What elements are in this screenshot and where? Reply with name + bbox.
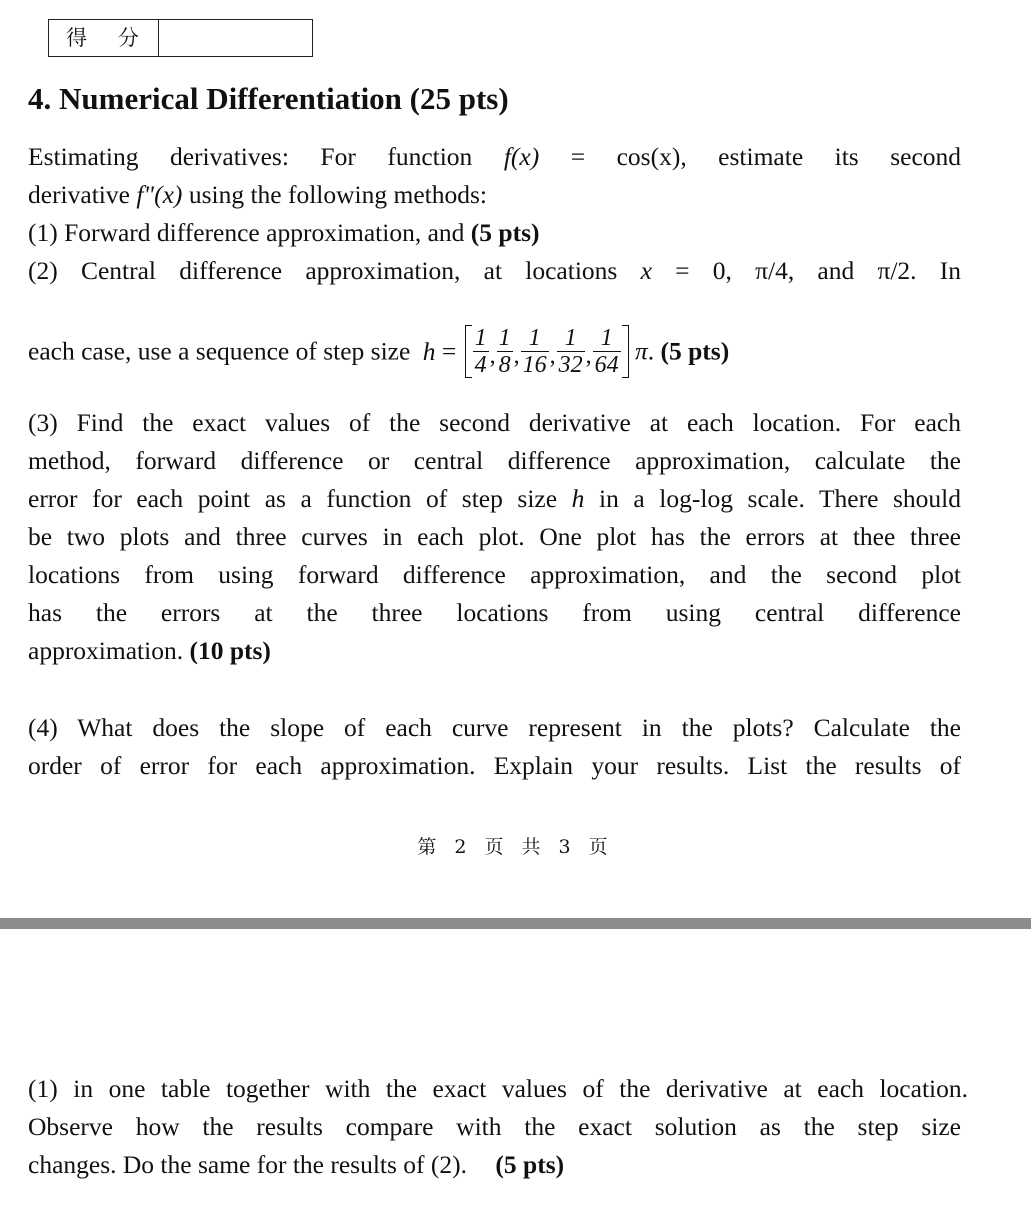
step-size-vector: $\frac{1}{4}$ , $\frac{1}{8}$ , $\frac{1}{16}$ , $\frac{1}{32}$ , $\frac{1}{64}$ — [465, 325, 629, 378]
fraction: $\frac{1}{32}$ — [558, 325, 583, 378]
continuation-points: (5 pts) — [495, 1150, 565, 1179]
second-derivative-symbol: f"(x) — [136, 180, 183, 209]
fraction: $\frac{1}{8}$ — [498, 325, 511, 378]
part-3-line-3: error for each point as a function of step size h in a log-log scale. There should — [28, 484, 962, 513]
continuation-line-2: Observe how the results compare with the exact solution as the step size — [28, 1112, 961, 1141]
fraction: $\frac{1}{64}$ — [594, 325, 619, 378]
continuation-line-1: (1) in one table together with the exact values of the derivative at each location. — [28, 1074, 968, 1103]
part-2-points: (5 pts) — [660, 336, 730, 366]
part-3-line-4: be two plots and three curves in each plot. One plot has the errors at thee three — [28, 522, 961, 551]
page-footer: 第 2 页 共 3 页 — [417, 836, 614, 858]
page-break-divider — [0, 918, 1031, 929]
fraction: $\frac{1}{4}$ — [474, 325, 487, 378]
function-fx: f(x) — [503, 142, 540, 171]
part-4-line-2: order of error for each approximation. Explain your results. List the results of — [28, 751, 961, 780]
pi-symbol: π — [634, 336, 648, 366]
intro-line-2: derivative f"(x) using the following methods: — [28, 180, 488, 209]
score-value-cell — [159, 20, 312, 56]
part-1: (1) Forward difference approximation, and (5 pts) — [28, 218, 540, 247]
part-3-line-7: approximation. (10 pts) — [28, 636, 271, 665]
fraction: $\frac{1}{16}$ — [522, 325, 547, 378]
question-heading: 4. Numerical Differentiation (25 pts) — [28, 81, 509, 116]
part-3-line-2: method, forward difference or central difference approximation, calculate the — [28, 446, 961, 475]
step-size-symbol: h — [422, 336, 436, 366]
part-3-line-6: has the errors at the three locations from using central difference — [28, 598, 961, 627]
part-2-line-1: (2) Central difference approximation, at locations x = 0, π/4, and π/2. In — [28, 256, 962, 285]
part-4-line-1: (4) What does the slope of each curve represent in the plots? Calculate the — [28, 713, 961, 742]
part-1-points: (5 pts) — [470, 218, 540, 247]
part-3-points: (10 pts) — [189, 636, 271, 665]
score-label: 得 分 — [49, 20, 159, 56]
continuation-line-3: changes. Do the same for the results of (2). (5 pts) — [28, 1150, 565, 1179]
intro-line-1: Estimating derivatives: For function f(x) = cos(x), estimate its second — [28, 142, 962, 171]
score-box — [48, 19, 313, 57]
step-size-line: each case, use a sequence of step size h = $\frac{1}{4}$ , $\frac{1}{8}$ , $\frac{1}{16}$ , $\frac{1}{32}$ , $\frac{1}{64}$ π. (5 pts) — [28, 325, 730, 378]
part-3-line-5: locations from using forward difference approximation, and the second plot — [28, 560, 961, 589]
part-3-line-1: (3) Find the exact values of the second derivative at each location. For each — [28, 408, 961, 437]
